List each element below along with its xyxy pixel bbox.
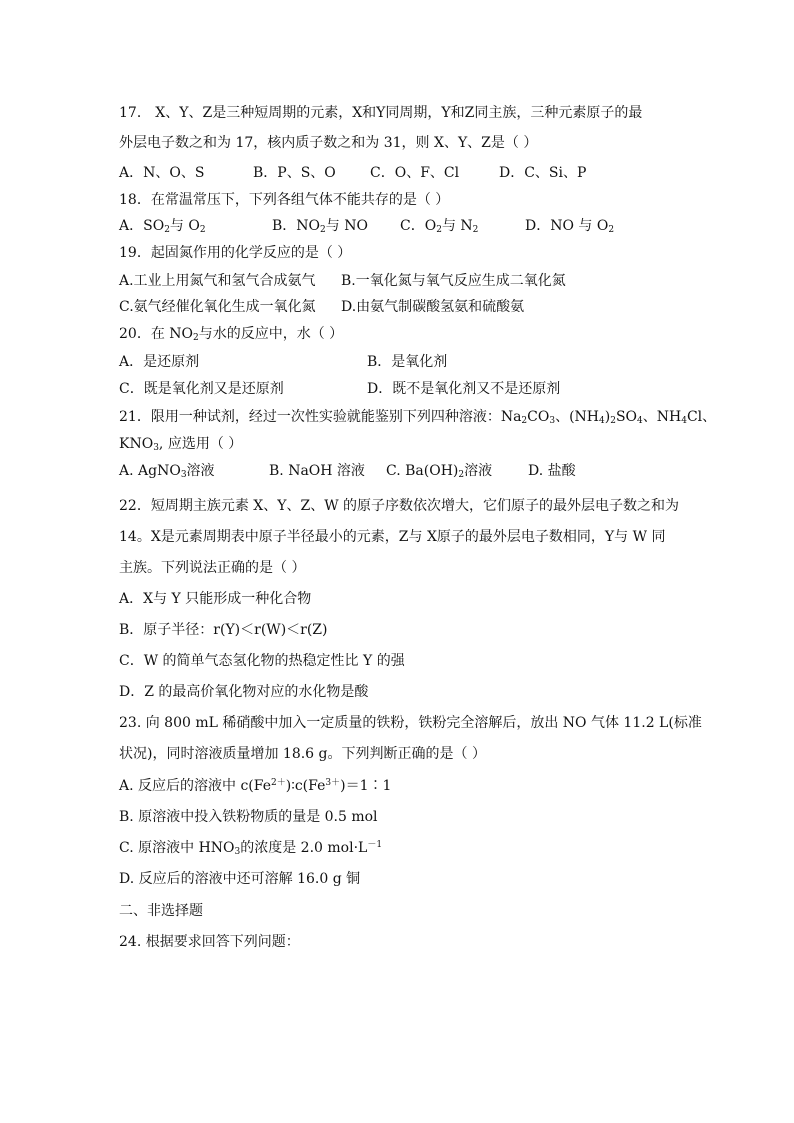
q21-option-d: D. 盐酸 xyxy=(528,463,576,479)
q21-options xyxy=(119,462,719,480)
q18-stem: 18．在常温常压下，下列各组气体不能共存的是（ ） xyxy=(119,192,450,208)
q21-stem-line1: 21．限用一种试剂，经过一次性实验就能鉴别下列四种溶液：$Na_2CO_3$、$(NH_4)_2SO_4$、$NH_4Cl$、 xyxy=(119,409,717,426)
q18-option-a: A．$SO_2$与 $O_2$ xyxy=(119,218,206,235)
q20-stem: 20．在 $NO_2$与水的反应中，水（ ） xyxy=(119,326,344,343)
q23-option-c: C. 原溶液中 $HNO_3$的浓度是 2.0 $mol\cdot L^{-1}$ xyxy=(119,840,383,857)
q22-option-b: B．原子半径：r(Y)＜r(W)＜r(Z) xyxy=(119,622,328,638)
q19-options-row1 xyxy=(119,272,719,290)
section-heading-non-choice: 二、非选择题 xyxy=(119,903,203,919)
q19-option-a: A.工业上用氮气和氢气合成氨气 xyxy=(119,273,316,289)
q24-stem: 24. 根据要求回答下列问题： xyxy=(119,934,300,950)
q20-option-a: A．是还原剂 xyxy=(119,354,200,370)
q20-option-d: D．既不是氧化剂又不是还原剂 xyxy=(367,381,561,397)
q20-options-row1 xyxy=(119,353,719,371)
q17-option-b: B．P、S、O xyxy=(253,165,336,181)
q22-option-c: C．W 的简单气态氢化物的热稳定性比 Y 的强 xyxy=(119,653,405,669)
q21-option-c: C. $Ba(OH)_2$溶液 xyxy=(386,463,493,480)
q17-options xyxy=(119,164,719,182)
q17-option-a: A．N、O、S xyxy=(119,165,205,181)
q23-stem-line1: 23. 向 800 mL 稀硝酸中加入一定质量的铁粉，铁粉完全溶解后，放出 NO 气体 11.2 L(标准 xyxy=(119,715,702,731)
q21-stem-line2: $KNO_3$, 应选用（ ） xyxy=(119,436,243,453)
q17-stem-line1: 17． X、Y、Z是三种短周期的元素，X和Y同周期，Y和Z同主族，三种元素原子的最 xyxy=(119,105,643,121)
q21-option-b: B. NaOH 溶液 xyxy=(269,463,365,479)
q22-option-a: A．X与 Y 只能形成一种化合物 xyxy=(119,591,312,607)
q17-stem-line2: 外层电子数之和为 17，核内质子数之和为 31，则 X、Y、Z是（ ） xyxy=(119,135,538,151)
q21-option-a: A. AgNO$_3$溶液 xyxy=(119,463,215,480)
q22-option-d: D．Z 的最高价氧化物对应的水化物是酸 xyxy=(119,684,369,700)
q22-stem-line3: 主族。下列说法正确的是（ ） xyxy=(119,560,306,576)
q20-option-c: C．既是氧化剂又是还原剂 xyxy=(119,381,284,397)
q23-option-b: B. 原溶液中投入铁粉物质的量是 0.5 mol xyxy=(119,809,378,825)
q19-options-row2 xyxy=(119,298,719,316)
q19-option-b: B.一氧化氮与氧气反应生成二氧化氮 xyxy=(341,273,566,289)
q23-option-d: D. 反应后的溶液中还可溶解 16.0 g 铜 xyxy=(119,871,361,887)
q23-option-a: A. 反应后的溶液中 $c(Fe^{2+})∶c(Fe^{3+})=1∶1$ xyxy=(119,778,392,794)
q22-stem-line1: 22．短周期主族元素 X、Y、Z、W 的原子序数依次增大，它们原子的最外层电子数之和为 xyxy=(119,498,680,514)
q18-option-d: D．NO 与 $O_2$ xyxy=(525,218,615,235)
q23-stem-line2: 状况)，同时溶液质量增加 18.6 g。下列判断正确的是（ ） xyxy=(119,746,486,762)
q18-option-c: C．$O_2$与 $N_2$ xyxy=(400,218,479,235)
q20-options-row2 xyxy=(119,380,719,398)
q19-option-c: C.氨气经催化氧化生成一氧化氮 xyxy=(119,299,316,315)
q19-stem: 19．起固氮作用的化学反应的是（ ） xyxy=(119,245,352,261)
q20-option-b: B．是氧化剂 xyxy=(367,354,448,370)
q17-option-c: C．O、F、Cl xyxy=(370,165,460,181)
q17-option-d: D．C、Si、P xyxy=(499,165,587,181)
q18-option-b: B．$NO_2$与 NO xyxy=(272,218,368,235)
q22-stem-line2: 14。X是元素周期表中原子半径最小的元素，Z与 X原子的最外层电子数相同，Y与 W 同 xyxy=(119,529,666,545)
q19-option-d: D.由氨气制碳酸氢氨和硫酸氨 xyxy=(341,299,525,315)
q18-options xyxy=(119,217,719,235)
